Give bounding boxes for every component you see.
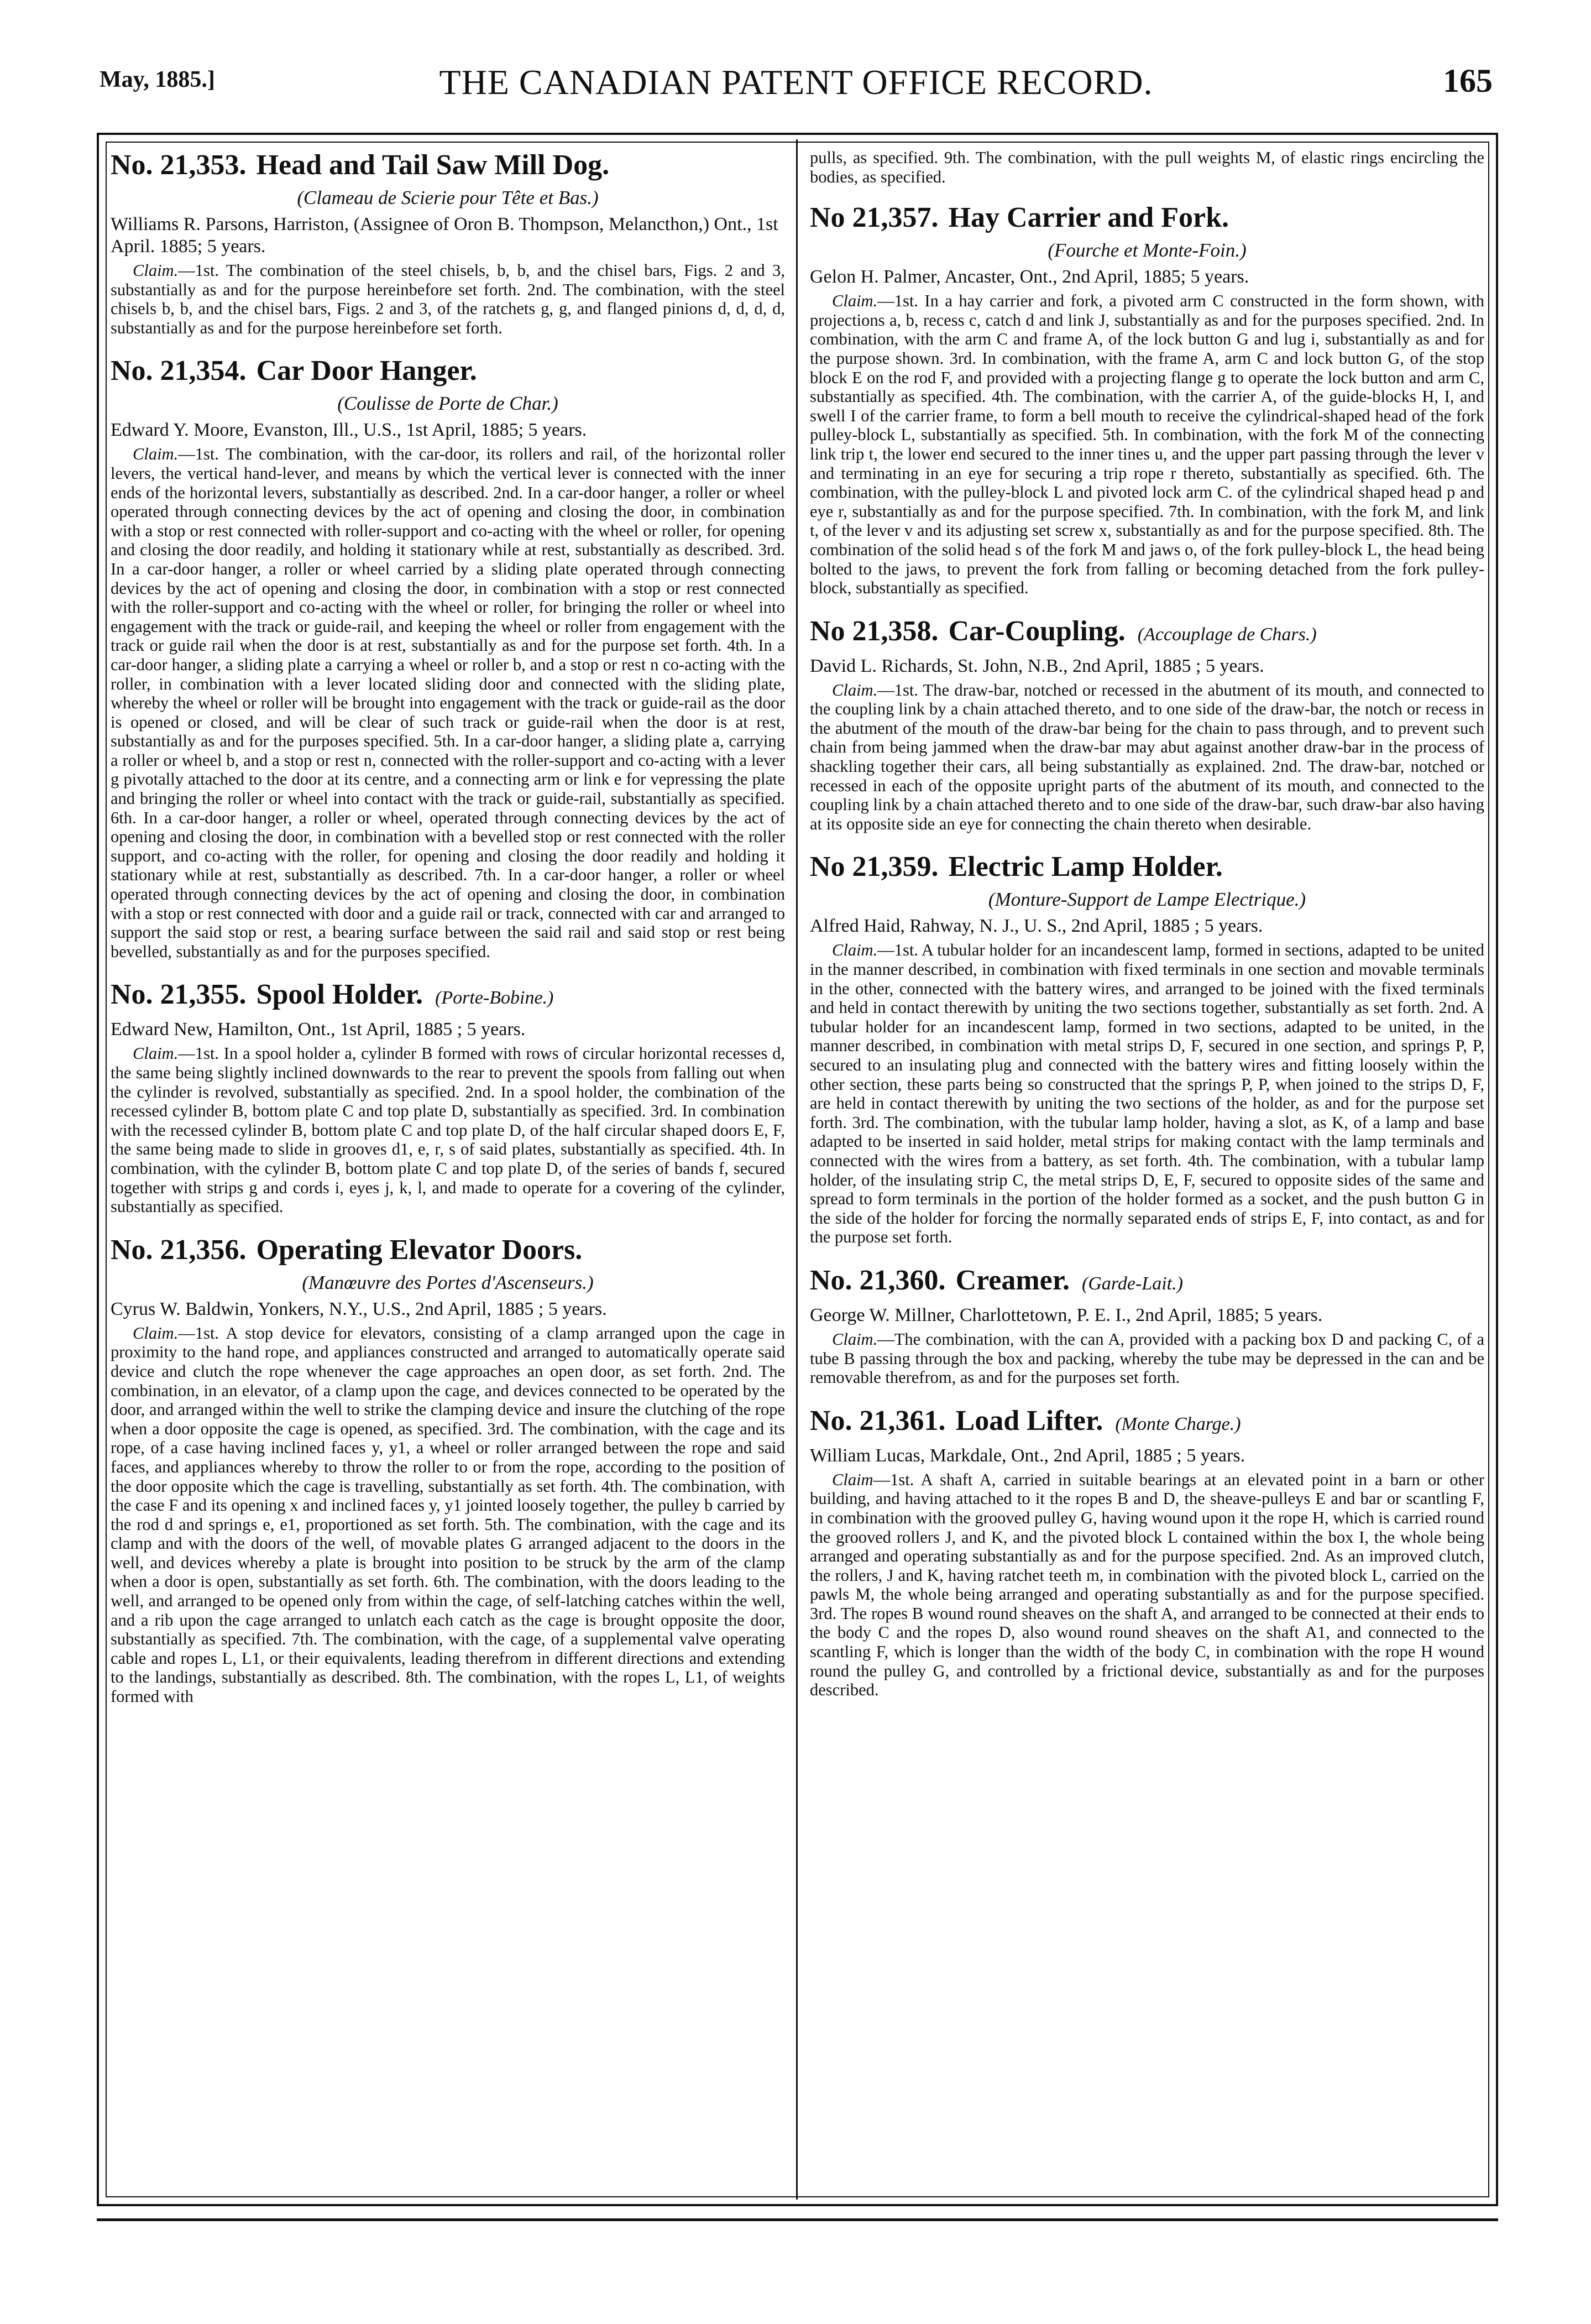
column-divider <box>796 139 798 2200</box>
patent-claim <box>111 1044 785 1216</box>
patent-french-title: (Manœuvre des Portes d'Ascenseurs.) <box>302 1271 594 1293</box>
patent-claim <box>810 1330 1484 1387</box>
patent-number: No. 21,353. <box>111 149 247 181</box>
patent-entry <box>810 201 1484 598</box>
patent-entry <box>810 1263 1484 1387</box>
patent-inventor: Edward New, Hamilton, Ont., 1st April, 1885 ; 5 years. <box>111 1019 526 1040</box>
patent-inventor: Edward Y. Moore, Evanston, Ill., U.S., 1st April, 1885; 5 years. <box>111 420 587 441</box>
publication-title: THE CANADIAN PATENT OFFICE RECORD. <box>439 62 1153 102</box>
bottom-rule <box>97 2218 1498 2221</box>
patent-french-title: (Porte-Bobine.) <box>435 988 554 1009</box>
claim-label: Claim. <box>133 261 179 280</box>
patent-title: Hay Carrier and Fork. <box>948 202 1229 234</box>
patent-claim <box>111 1324 785 1706</box>
patent-inventor: Alfred Haid, Rahway, N. J., U. S., 2nd April, 1885 ; 5 years. <box>810 916 1263 937</box>
patent-number: No 21,358. <box>810 615 939 647</box>
patent-title: Spool Holder. <box>256 979 423 1011</box>
patent-number: No. 21,361. <box>810 1404 946 1437</box>
patent-title: Operating Elevator Doors. <box>256 1234 583 1266</box>
claim-label: Claim. <box>832 291 878 311</box>
patent-heading <box>810 1263 1484 1301</box>
patent-heading <box>111 148 785 182</box>
patent-inventor: Cyrus W. Baldwin, Yonkers, N.Y., U.S., 2nd April, 1885 ; 5 years. <box>111 1298 607 1319</box>
patent-heading <box>111 978 785 1015</box>
patent-heading <box>810 850 1484 884</box>
claim-text: —1st. In a hay carrier and fork, a pivoted arm C constructed in the form shown, with projections a, b, recess c, catch d and link J, substantially as and for the purposes specified. 2nd. In combination, with the arm C and frame A, of the lock button G and lug i, substantially as and for the purpose shown. 3rd. In combination, with the frame A, arm C and lock button G, of the stop block E on the rod F, and provided with a projecting flange g to operate the lock button and arm C, substantially as specified. 4th. The combination, with the carrier A, of the guide-blocks H, I, and swell I of the carrier frame, to form a bell mouth to receive the cylindrical-shaped head of the fork pulley-block L, substantially as specified. 5th. In combination, with the fork M of the connecting link trip t, the lower end secured to the inner tines u, and the upper part passing through the lever v and terminating in an eye for securing a trip rope r thereto, substantially as specified. 6th. The combination, with the pulley-block L and pivoted lock arm C. of the cylindrical shaped head p and eye r, substantially as and for the purpose specified. 7th. In combination, with the fork M, and link t, of the lever v and its adjusting set screw x, substantially as and for the purpose specified. 8th. The combination of the solid head s of the fork M and jaws o, of the fork pulley-block L, the head being bolted to the jaws, to prevent the fork from falling or becoming detached from the fork pulley-block, substantially as specified. <box>810 291 1484 598</box>
issue-date: May, 1885.] <box>100 67 215 92</box>
claim-text: —1st. A tubular holder for an incandescent lamp, formed in sections, adapted to be united in the manner described, in combination with fixed terminals in one section and movable terminals in the other, connected with the battery wires, and arranged to be joined with the fixed terminals and held in contact therewith by uniting the two sections together, substantially as set forth. 2nd. A tubular holder for an incandescent lamp, formed in two sections, adapted to be united, in the manner described, in combination with metal strips D, F, secured in one section, and springs P, P, secured to an insulating plug and connected with the battery wires and fitting loosely within the other section, these parts being so constructed that the springs P, P, when joined to the strips D, F, are held in contact therewith by uniting the two sections of the holder, as and for the purpose set forth. 3rd. The combination, with the tubular lamp holder, having a slot, as K, of a lamp and base adapted to be inserted in said holder, metal strips for making contact with the lamp terminals and connected with the wires from a battery, as set forth. 4th. The combination, with a tubular lamp holder, of the insulating strip C, the metal strips D, E, F, secured to opposite sides of the same and spread to form terminals in the portion of the holder formed as a socket, and the push button G in the side of the holder for forcing the normally separated ends of strips E, F, into contact, as and for the purpose set forth. <box>810 941 1484 1247</box>
patent-title: Head and Tail Saw Mill Dog. <box>256 149 610 181</box>
patent-french-title: (Monte Charge.) <box>1115 1413 1241 1434</box>
patent-title: Car Door Hanger. <box>256 355 477 387</box>
patent-number: No. 21,360. <box>810 1264 946 1296</box>
patent-french-title: (Clameau de Scierie pour Tête et Bas.) <box>297 187 599 208</box>
claim-text: —1st. The combination of the steel chisels, b, b, and the chisel bars, Figs. 2 and 3, substantially as and for the purpose hereinbefore set forth. 2nd. The combination, with the steel chisels b, b, and the chisel bars, Figs. 2 and 3, of the ratchets g, g, and flanged pinions d, d, d, d, substantially as and for the purpose hereinbefore set forth. <box>111 261 785 337</box>
running-head <box>100 62 1493 112</box>
patent-entry <box>111 978 785 1216</box>
continued-claim-text: pulls, as specified. 9th. The combination, with the pull weights M, of elastic rings encircling the bodies, as specified. <box>810 148 1484 186</box>
patent-claim <box>810 291 1484 598</box>
claim-label: Claim. <box>133 1323 179 1343</box>
right-column <box>810 148 1484 2194</box>
patent-title: Creamer. <box>955 1264 1070 1296</box>
claim-label: Claim. <box>133 445 179 464</box>
claim-label: Claim <box>832 1470 873 1489</box>
patent-inventor: George W. Millner, Charlottetown, P. E. I., 2nd April, 1885; 5 years. <box>810 1304 1323 1325</box>
patent-inventor: William Lucas, Markdale, Ont., 2nd April, 1885 ; 5 years. <box>810 1445 1245 1466</box>
patent-title: Car-Coupling. <box>948 615 1126 647</box>
patent-heading <box>111 1233 785 1267</box>
patent-french-title: (Accouplage de Chars.) <box>1137 624 1317 645</box>
patent-number: No. 21,354. <box>111 355 247 387</box>
patent-entry <box>810 1404 1484 1700</box>
patent-entry <box>111 1233 785 1706</box>
patent-number: No. 21,355. <box>111 979 247 1011</box>
patent-heading <box>810 1404 1484 1442</box>
patent-number: No 21,359. <box>810 851 939 883</box>
patent-inventor: David L. Richards, St. John, N.B., 2nd April, 1885 ; 5 years. <box>810 655 1264 676</box>
claim-text: —1st. The combination, with the car-door, its rollers and rail, of the horizontal roller levers, the vertical hand-lever, and means by which the vertical lever is connected with the inner ends of the horizontal levers, substantially as described. 2nd. In a car-door hanger, a roller or wheel operated through connecting devices by the act of opening and closing the door, in combination with a stop or rest connected with roller-support and co-acting with the wheel or roller, for opening and closing the door readily, and holding it stationary while at rest, substantially as described. 3rd. In a car-door hanger, a roller or wheel carried by a sliding plate operated through connecting devices by the act of opening and closing the door, in combination with a stop or rest connected with the roller-support and co-acting with the wheel or roller, for bringing the roller or wheel into engagement with the track or guide-rail, and keeping the wheel or roller from engagement with the track or guide rail when the door is at rest, substantially as and for the purpose set forth. 4th. In a car-door hanger, a sliding plate a carrying a wheel or roller b, and a stop or rest n co-acting with the roller, in combination with a lever located sliding door and connected with the sliding plate, whereby the wheel or roller will be brought into engagement with the track or guide-rail as the door is opened or closed, and will be clear of such track or guide-rail when the door is at rest, substantially as and for the purposes specified. 5th. In a car-door hanger, a sliding plate a, carrying a roller or wheel b, and a stop or rest n, connected with the roller-support and co-acting with a lever g pivotally attached to the door at its centre, and a connecting arm or link e for vepressing the plate and bringing the roller or wheel into contact with the track or guide-rail, substantially as specified. 6th. In a car-door hanger, a roller or wheel, operated through connecting devices by the act of opening and closing the door, in combination with a bevelled stop or rest connected with the roller support, and co-acting with the roller, for opening and closing the door readily and holding it stationary while at rest, substantially as described. 7th. In a car-door hanger, a roller or wheel operated through connecting devices by the act of opening and closing the door, in combination with a stop or rest connected with door and a guide rail or track, connected with car and arranged to support the said stop or rest, a bearing surface between the said rail and said stop or rest being bevelled, substantially as and for the purposes specified. <box>111 445 785 961</box>
patent-claim <box>111 445 785 961</box>
claim-text: —1st. A shaft A, carried in suitable bearings at an elevated point in a barn or other building, and having attached to it the ropes B and D, the sheave-pulleys E and bar or scantling F, in combination with the grooved pulley G, having wound upon it the rope H, which is carried round the grooved rollers J, and K, and the pivoted block L contained within the box I, the whole being arranged and operating substantially as and for the purpose specified. 2nd. As an improved clutch, the rollers, J and K, having ratchet teeth m, in combination with the pivoted block L, carried on the pawls M, the whole being arranged and operating substantially as and for the purpose specified. 3rd. The ropes B wound round sheaves on the shaft A, and arranged to be connected at their ends to the body C and the ropes D, also wound round sheaves on the shaft A1, and connected to the scantling F, which is longer than the width of the body C, in combination with the rope H wound round the pulley G, and controlled by a frictional device, substantially as and for the purposes described. <box>810 1470 1484 1700</box>
patent-french-title: (Monture-Support de Lampe Electrique.) <box>988 889 1306 911</box>
claim-label: Claim. <box>832 680 878 699</box>
patent-heading <box>810 201 1484 235</box>
patent-entry <box>810 614 1484 834</box>
claim-label: Claim. <box>133 1044 179 1063</box>
patent-french-title: (Coulisse de Porte de Char.) <box>337 393 558 415</box>
patent-claim <box>810 681 1484 834</box>
patent-french-title: (Garde-Lait.) <box>1082 1273 1183 1294</box>
patent-inventor: Gelon H. Palmer, Ancaster, Ont., 2nd April, 1885; 5 years. <box>810 267 1249 288</box>
patent-number: No 21,357. <box>810 202 939 234</box>
patent-claim <box>111 261 785 337</box>
patent-french-title: (Fourche et Monte-Foin.) <box>1048 239 1247 262</box>
claim-text: —1st. In a spool holder a, cylinder B formed with rows of circular horizontal recesses d, the same being slightly inclined downwards to the rear to prevent the spools from falling out when the cylinder is revolved, substantially as specified. 2nd. In a spool holder, the combination of the recessed cylinder B, bottom plate C and top plate D, substantially as specified. 3rd. In combination with the recessed cylinder B, bottom plate C and top plate D, of the half circular shaped doors E, F, the same being made to slide in grooves d1, e, r, s of said plates, substantially as specified. 4th. In combination, with the cylinder B, bottom plate C and top plate D, of the series of bands f, secured together with strips g and cords i, eyes j, k, l, and made to operate for a covering of the cylinder, substantially as specified. <box>111 1044 785 1216</box>
patent-heading <box>111 354 785 388</box>
claim-label: Claim. <box>832 941 878 960</box>
claim-text: —1st. The draw-bar, notched or recessed in the abutment of its mouth, and connected to the coupling link by a chain attached thereto, and to one side of the draw-bar, the notch or recess in the abutment of the mouth of the draw-bar being for the chain to pass through, and to prevent such chain from being jammed when the draw-bar may abut against another draw-bar in the process of shackling together their cars, all being substantially as explained. 2nd. The draw-bar, notched or recessed in each of the opposite upright parts of the abutment of its mouth, and connected to the coupling link by a chain attached thereto and to one side of the draw-bar, such draw-bar also having at its opposite side an eye for connecting the chain thereto when desirable. <box>810 680 1484 833</box>
patent-inventor: Williams R. Parsons, Harriston, (Assignee of Oron B. Thompson, Melancthon,) Ont., 1st April. 1885; 5 years. <box>111 214 778 257</box>
patent-entry <box>810 850 1484 1247</box>
patent-claim <box>810 941 1484 1247</box>
patent-title: Electric Lamp Holder. <box>948 851 1223 883</box>
patent-entry <box>111 148 785 337</box>
claim-text: —1st. A stop device for elevators, consisting of a clamp arranged upon the cage in proximity to the hand rope, and appliances constructed and arranged to automatically operate said device and clutch the rope whenever the cage approaches an open door, as set forth. 2nd. The combination, in an elevator, of a clamp upon the cage, and devices connected to be operated by the door, and arranged within the well to strike the clamping device and insure the clutching of the rope when a door opposite the cage is opened, as specified. 3rd. The combination, with the cage and its rope, of a case having inclined faces y, y1, a wheel or roller arranged between the rope and said faces, and appliances whereby to throw the roller to or from the rope, according to the position of the door opposite which the cage is travelling, substantially as set forth. 4th. The combination, with the case F and its opening x and inclined faces y, y1 jointed loosely together, the pulley b carried by the rod d and springs e, e1, proportioned as set forth. 5th. The combination, with the cage and its clamp and with the doors of the well, of movable plates G arranged adjacent to the doors in the well, and devices whereby a plate is brought into position to be struck by the arm of the clamp when a door is open, substantially as set forth. 6th. The combination, with the doors leading to the well, and arranged to be opened only from within the cage, of self-latching catches within the well, and a rib upon the cage arranged to unlatch each catch as the cage is brought opposite the door, substantially as specified. 7th. The combination, with the cage, of a supplemental valve operating cable and ropes L, L1, or their equivalents, leading therefrom in different directions and extending to the landings, substantially as described. 8th. The combination, with the ropes L, L1, of weights formed with <box>111 1323 785 1706</box>
patent-number: No. 21,356. <box>111 1234 247 1266</box>
claim-label: Claim. <box>832 1329 878 1349</box>
page-number: 165 <box>1443 62 1493 99</box>
left-column <box>111 148 785 2194</box>
patent-claim <box>810 1470 1484 1700</box>
claim-text: —The combination, with the can A, provided with a packing box D and packing C, of a tube B passing through the box and packing, whereby the tube may be depressed in the can and be removable therefrom, as and for the purposes set forth. <box>810 1329 1484 1387</box>
patent-heading <box>810 614 1484 652</box>
patent-entry <box>111 354 785 961</box>
patent-title: Load Lifter. <box>955 1404 1103 1437</box>
